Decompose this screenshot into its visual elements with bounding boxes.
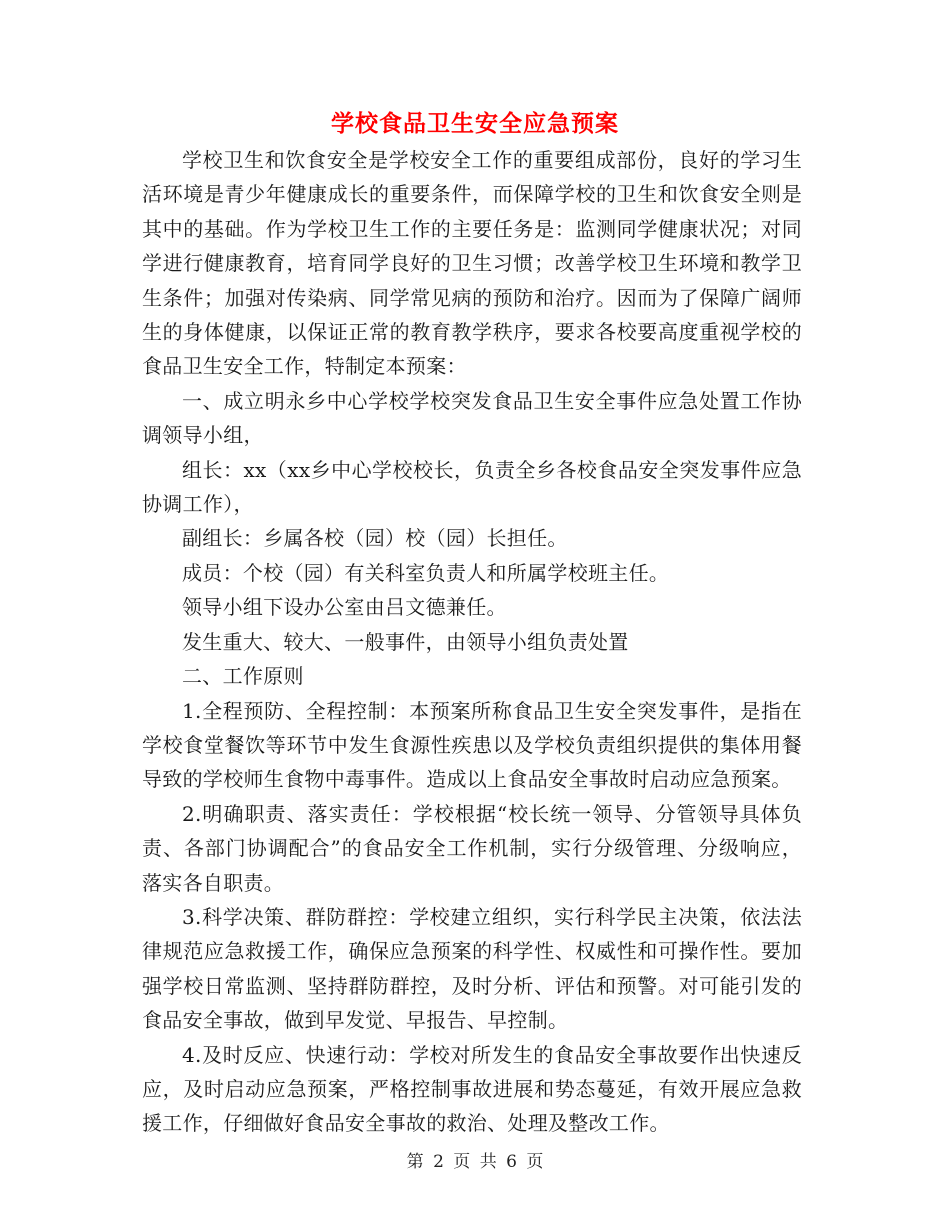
document-title: 学校食品卫生安全应急预案 bbox=[331, 110, 619, 137]
paragraph-intro: 学校卫生和饮食安全是学校安全工作的重要组成部份，良好的学习生活环境是青少年健康成长的重要条件，而保障学校的卫生和饮食安全则是其中的基础。作为学校卫生工作的主要任务是：监测同学健康状况；对同学进行健康教育，培育同学良好的卫生习惯；改善学校卫生环境和教学卫生条件；加强对传染病、同学常见病的预防和治疗。因而为了保障广阔师生的身体健康，以保证正常的教育教学秩序，要求各校要高度重视学校的食品卫生安全工作，特制定本预案： bbox=[142, 148, 802, 379]
paragraph-leader: 组长：xx（xx乡中心学校校长，负责全乡各校食品安全突发事件应急协调工作）， bbox=[142, 457, 802, 517]
paragraph-principle-1: 1.全程预防、全程控制：本预案所称食品卫生安全突发事件，是指在学校食堂餐饮等环节中发生食源性疾患以及学校负责组织提供的集体用餐导致的学校师生食物中毒事件。造成以上食品安全事故时启动应急预案。 bbox=[142, 698, 802, 792]
paragraph-principle-3: 3.科学决策、群防群控：学校建立组织，实行科学民主决策，依法法律规范应急救援工作，确保应急预案的科学性、权威性和可操作性。要加强学校日常监测、坚持群防群控，及时分析、评估和预警。对可能引发的食品安全事故，做到早发觉、早报告、早控制。 bbox=[142, 904, 802, 1033]
paragraph-deputy-leader: 副组长：乡属各校（园）校（园）长担任。 bbox=[182, 526, 568, 551]
paragraph-principle-4: 4.及时反应、快速行动：学校对所发生的食品安全事故要作出快速反应，及时启动应急预案，严格控制事故进展和势态蔓延，有效开展应急救援工作，仔细做好食品安全事故的救治、处理及整改工作。 bbox=[142, 1042, 802, 1136]
paragraph-office: 领导小组下设办公室由吕文德兼任。 bbox=[182, 595, 507, 620]
paragraph-members: 成员：个校（园）有关科室负责人和所属学校班主任。 bbox=[182, 560, 670, 585]
document-body bbox=[142, 143, 802, 1141]
paragraph-section-2: 二、工作原则 bbox=[182, 664, 304, 689]
paragraph-section-1: 一、成立明永乡中心学校学校突发食品卫生安全事件应急处置工作协调领导小组， bbox=[142, 388, 802, 448]
page-footer: 第 2 页 共 6 页 bbox=[406, 1152, 544, 1172]
paragraph-principle-2: 2.明确职责、落实责任：学校根据“校长统一领导、分管领导具体负责、各部门协调配合”的食品安全工作机制，实行分级管理、分级响应，落实各自职责。 bbox=[142, 801, 802, 895]
paragraph-handling: 发生重大、较大、一般事件，由领导小组负责处置 bbox=[182, 629, 629, 654]
